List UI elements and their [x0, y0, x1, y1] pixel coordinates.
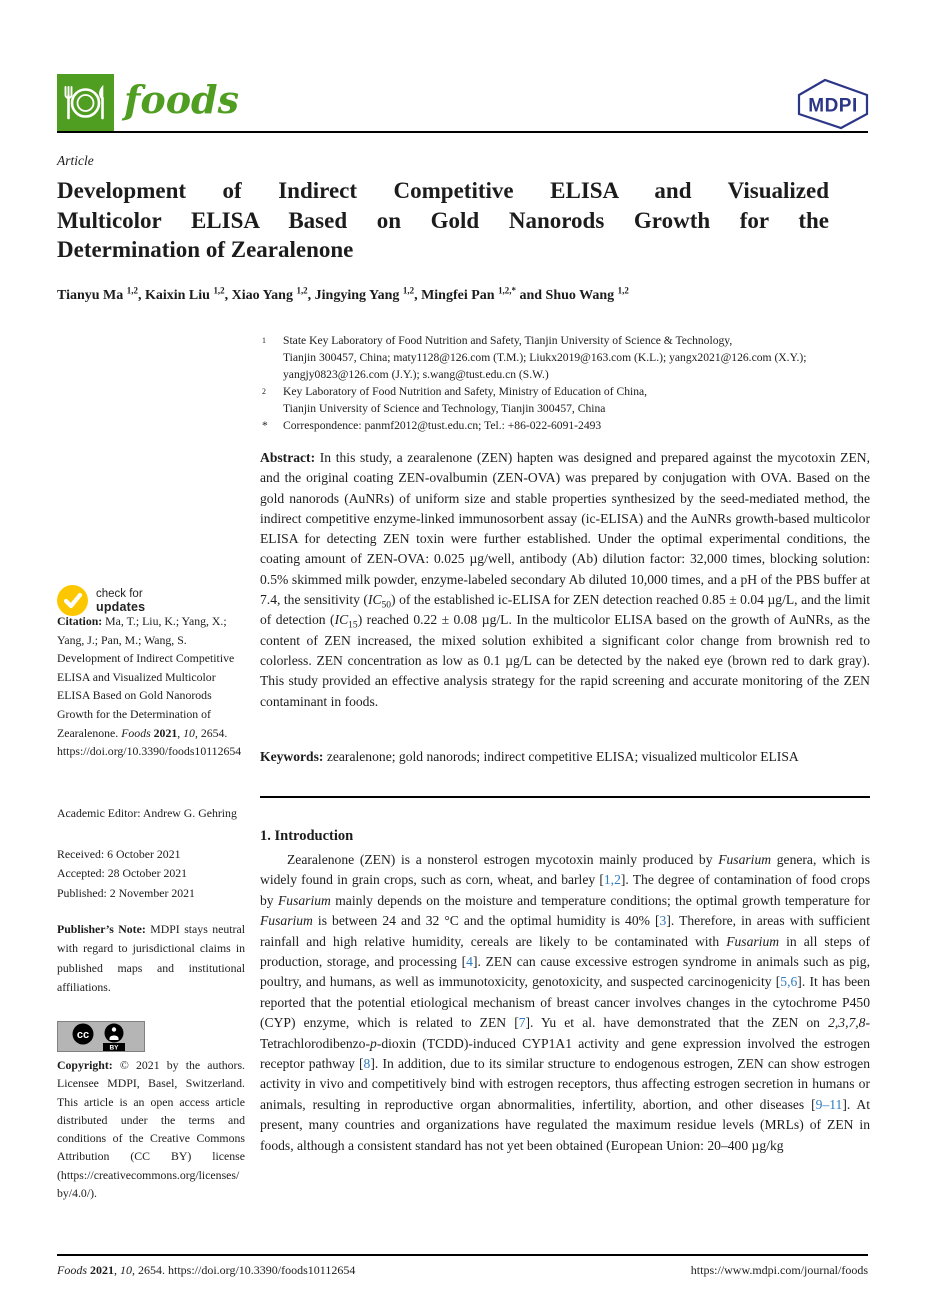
- text-segment: ,: [114, 1263, 120, 1277]
- footer-journal-url[interactable]: https://www.mdpi.com/journal/foods: [690, 1263, 868, 1277]
- text-segment: 1,2: [213, 285, 225, 296]
- text-segment: , 2654. https://doi.org/10.3390/foods10112654: [57, 725, 242, 759]
- reference-link[interactable]: 1,2: [603, 872, 621, 888]
- text-segment: p: [370, 1035, 377, 1051]
- page-title: Development of Indirect Competitive ELISA and Visualized Multicolor ELISA Based on Gold Nanorods Growth for the Determination of Zearalenone: [57, 178, 829, 262]
- text-segment: IC: [334, 612, 349, 628]
- text-segment: ]. At present, many countries and organizations have regulated the maximum residue levels (MRLs) of ZEN in foods, although a consistent standard has not yet been obtained (European Union: 20–400 µg/kg: [260, 1096, 870, 1153]
- mdpi-wordmark: MDPI: [808, 95, 858, 117]
- text-segment: ]. Therefore, in areas with sufficient rainfall and high relative humidity, cereals are likely to be contaminated with: [260, 913, 870, 949]
- check-for-label: check for: [96, 587, 143, 600]
- text-segment: ]. ZEN can cause excessive estrogen syndrome in animals such as pig, poultry, and humans, as well as immunotoxicity, genotoxicity, and suspected carcinogenicity [: [260, 954, 870, 990]
- footer: [57, 1263, 868, 1278]
- text-segment: -dioxin (TCDD)-induced CYP1A1 activity and gene expression involved the estrogen receptor pathway [: [260, 1035, 870, 1072]
- text-segment: , Xiao Yang: [224, 288, 297, 303]
- text-segment: ]. The degree of contamination of food crops by: [260, 872, 870, 908]
- text-segment: genera, which is widely found in grain crops, such as corn, wheat, and barley [: [260, 852, 870, 888]
- text-segment: is between 24 and 32 °C and the optimal humidity is 40% [: [312, 913, 660, 929]
- text-segment: ]. It has been reported that the potential etiological mechanism of breast cancer involves changes in the cytochrome P450 (CYP) enzyme, which is related to ZEN [: [260, 974, 870, 1031]
- text-segment: Copyright:: [57, 1058, 120, 1072]
- copyright-block: [57, 1056, 245, 1202]
- text-segment: Ma, T.; Liu, K.; Yang, X.; Yang, J.; Pan, M.; Wang, S. Development of Indirect Competitive ELISA and Visualized Multicolor ELISA Based on Gold Nanorods Growth for the Determination of Zearalenone.: [57, 614, 235, 740]
- text-segment: MDPI stays neutral with regard to jurisdictional claims in published maps and institutional affiliations.: [57, 922, 245, 995]
- text-segment: Tianyu Ma: [57, 288, 127, 303]
- abstract-divider: [260, 796, 870, 798]
- foods-journal-logo[interactable]: [57, 74, 239, 131]
- text-segment: in all steps of production, storage, and processing [: [260, 933, 870, 970]
- text-segment: In this study, a zearalenone (ZEN) hapten was designed and prepared against the mycotoxin ZEN, and the original coating ZEN-ovalbumin (ZEN-OVA) was prepared by conjugation with OVA. Based on the gold nanorods (AuNRs) of uniform size and stable properties synthesized by the seed-mediated method, the indirect competitive enzyme-linked immunosorbent assay (ic-ELISA) and the AuNRs growth-based multicolor ELISA for detecting ZEN toxin were further established. Under the optimal experimental conditions, the coating amount of ZEN-OVA: 0.025 µg/well, antibody (Ab) dilution factor: 32,000 times, blocking solution: 0.5% skimmed milk powder, enzyme-labeled secondary Ab diluted 10,000 times, and a pH of the PBS buffer at 7.4, the sensitivity (: [260, 450, 871, 608]
- text-segment: ) of the established ic-ELISA for ZEN detection reached 0.85 ± 0.04 µg/L, and the limit of detection (: [260, 592, 870, 628]
- academic-editor-line: Academic Editor: Andrew G. Gehring: [57, 806, 237, 820]
- journal-name: foods: [124, 76, 240, 122]
- section-heading-introduction: 1. Introduction: [260, 828, 354, 844]
- text-segment: mainly depends on the moisture and temperature conditions; the optimal growth temperature for: [330, 892, 870, 908]
- updates-label: updates: [96, 599, 146, 614]
- publishers-note: [57, 920, 245, 998]
- fork-plate-knife-icon: [57, 74, 114, 131]
- text-segment: zearalenone; gold nanorods; indirect competitive ELISA; visualized multicolor ELISA: [326, 749, 799, 764]
- text-segment: , Kaixin Liu: [137, 288, 214, 303]
- reference-link[interactable]: 9–11: [815, 1096, 843, 1112]
- text-segment: IC: [367, 592, 382, 608]
- published-date: Published: 2 November 2021: [57, 885, 195, 900]
- text-segment: 2,3,7,8: [828, 1015, 866, 1031]
- text-segment: 10: [183, 725, 195, 740]
- text-segment: ) reached 0.22 ± 0.08 µg/L. In the multicolor ELISA based on the growth of AuNRs, as the content of ZEN increased, the mixed solution exhibited a significant color change from brownish red to colorless. ZEN concentration as low as 0.1 µg/L can be detected by the naked eye (brown red to dark gray). This study provided an effective analysis strategy for the rapid screening and accurate monitoring of the ZEN contaminant in foods.: [260, 612, 870, 709]
- affiliation-1: $^1$ State Key Laboratory of Food Nutrition and Safety, Tianjin University of Science & Technology, Tianjin 300457, China; maty1128@126.com (T.M.); Liukx2019@163.com (K.L.); yangx2021@126.com (X.Y.); yangjy0823@126.com (J.Y.); s.wang@tust.edu.cn (S.W.): [262, 334, 807, 381]
- affiliations-block: [262, 332, 874, 434]
- text-segment: and Shuo Wang: [515, 288, 618, 303]
- text-segment: 2021: [153, 725, 178, 740]
- reference-link[interactable]: 7: [518, 1015, 526, 1031]
- text-segment: 50: [381, 600, 392, 611]
- text-segment: 1,2: [617, 285, 629, 296]
- text-segment: Zearalenone (ZEN) is a nonsterol estrogen mycotoxin mainly produced by: [287, 852, 719, 867]
- text-segment: ]. Yu et al. have demonstrated that the ZEN on: [525, 1015, 829, 1031]
- received-date: Received: 6 October 2021: [57, 847, 181, 861]
- text-segment: Abstract:: [260, 450, 320, 465]
- cc-by-license-badge[interactable]: [57, 1021, 145, 1052]
- text-segment: -Tetrachlorodibenzo-: [260, 1015, 870, 1051]
- reference-link[interactable]: 3: [659, 913, 667, 929]
- text-segment: Foods: [121, 725, 154, 740]
- header-divider: [57, 131, 868, 133]
- reference-link[interactable]: 5,6: [780, 974, 798, 990]
- introduction-paragraph: [260, 850, 870, 1156]
- article-type-label: Article: [57, 153, 94, 168]
- text-segment: 1,2: [402, 285, 415, 296]
- mdpi-logo[interactable]: [791, 76, 875, 132]
- text-segment: 1,2,*: [498, 285, 516, 296]
- text-segment: 15: [348, 621, 358, 632]
- affiliation-2: $^2$ Key Laboratory of Food Nutrition and Safety, Ministry of Education of China, Tianjin University of Science and Technology, Tianjin 300457, China: [262, 385, 648, 415]
- text-segment: 1,2: [296, 285, 308, 296]
- footer-divider: [57, 1254, 868, 1256]
- text-segment: 1,2: [126, 285, 138, 296]
- text-segment: Foods: [57, 1263, 90, 1277]
- keywords-line: [260, 749, 870, 765]
- text-segment: ]. In addition, due to its similar structure to endogenous estrogen, ZEN can show estrogen activity in vivo and competitively bind with estrogen receptors, thus affecting estrogen secretion in humans or animals, resulting in reproductive organ abnormalities, infertility, abortion, and other diseases [: [260, 1056, 870, 1112]
- text-segment: Fusarium: [277, 892, 331, 908]
- text-segment: Fusarium: [718, 852, 772, 867]
- text-segment: Fusarium: [260, 913, 313, 929]
- svg-text:cc: cc: [76, 1029, 90, 1041]
- correspondence-line: * Correspondence: panmf2012@tust.edu.cn; Tel.: +86-022-6091-2493: [262, 419, 602, 432]
- text-segment: , Jingying Yang: [307, 288, 403, 303]
- text-segment: , 2654. https://doi.org/10.3390/foods10112654: [132, 1263, 356, 1277]
- history-dates: [57, 845, 195, 903]
- text-segment: Keywords:: [260, 749, 327, 764]
- authors-line: [57, 285, 847, 304]
- reference-link[interactable]: 8: [363, 1056, 371, 1072]
- abstract-paragraph: [260, 448, 870, 712]
- reference-link[interactable]: 4: [466, 954, 473, 970]
- text-segment: Fusarium: [726, 933, 780, 949]
- text-segment: © 2021 by the authors. Licensee MDPI, Basel, Switzerland. This article is an open access article distributed under the terms and conditions of the Creative Commons Attribution (CC BY) license (https://creativecommons.org/licenses/by/4.0/).: [57, 1058, 245, 1201]
- text-segment: 2021: [90, 1263, 114, 1277]
- text-segment: , Mingfei Pan: [414, 288, 499, 303]
- text-segment: ,: [177, 725, 184, 740]
- text-segment: Publisher’s Note:: [57, 922, 151, 936]
- by-label: BY: [109, 1044, 119, 1052]
- accepted-date: Accepted: 28 October 2021: [57, 866, 188, 881]
- text-segment: Citation:: [57, 614, 106, 628]
- citation-block: [57, 612, 245, 761]
- footer-citation: [57, 1263, 355, 1278]
- text-segment: 10: [120, 1263, 132, 1277]
